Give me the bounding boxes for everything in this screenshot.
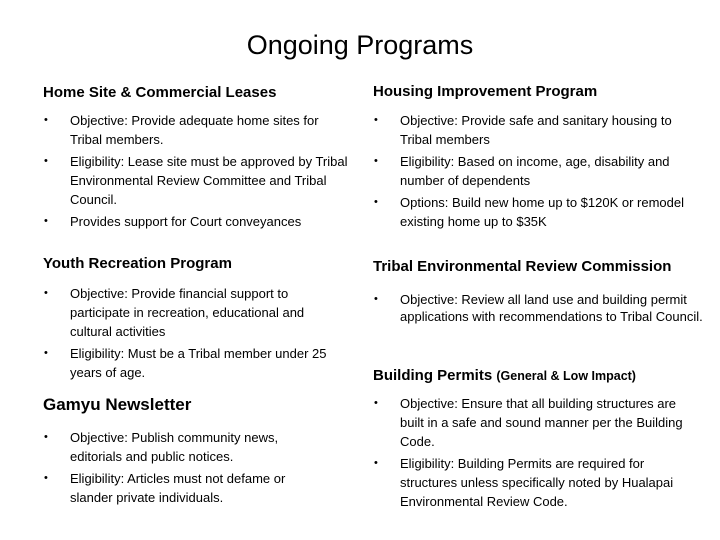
gamyu-objective: • Objective: Publish community news, editorials and public notices.: [43, 428, 328, 466]
youth-objective: • Objective: Provide financial support to participate in recreation, educational and cultural activities: [43, 284, 348, 341]
housing-eligibility: • Eligibility: Based on income, age, disability and number of dependents: [373, 152, 703, 190]
home-site-section: [43, 84, 348, 234]
youth-section: [43, 255, 348, 385]
permits-heading-sub: (General & Low Impact): [496, 369, 636, 383]
youth-heading: Youth Recreation Program: [43, 255, 232, 272]
home-site-heading: Home Site & Commercial Leases: [43, 84, 277, 101]
housing-list: [373, 111, 703, 231]
permits-heading: [373, 367, 703, 384]
permits-heading-main: Building Permits: [373, 367, 493, 384]
terc-heading: Tribal Environmental Review Commission: [373, 258, 672, 275]
permits-list: [373, 394, 703, 511]
home-site-objective: • Objective: Provide adequate home sites for Tribal members.: [43, 111, 348, 149]
page-title: Ongoing Programs: [246, 30, 474, 60]
terc-list: [373, 291, 703, 325]
permits-section: [373, 367, 703, 514]
terc-section: [373, 258, 703, 328]
youth-list: [43, 284, 348, 382]
permits-objective: • Objective: Ensure that all building structures are built in a safe and sound manner per the Building Code.: [373, 394, 703, 451]
terc-objective: • Objective: Review all land use and building permit applications with recommendations to Tribal Council.: [373, 291, 703, 325]
home-site-eligibility: • Eligibility: Lease site must be approved by Tribal Environmental Review Committee and Tribal Council.: [43, 152, 348, 209]
gamyu-eligibility: • Eligibility: Articles must not defame or slander private individuals.: [43, 469, 328, 507]
housing-section: [373, 83, 703, 234]
gamyu-section: [43, 395, 328, 510]
home-site-support: • Provides support for Court conveyances: [43, 212, 348, 231]
permits-eligibility: • Eligibility: Building Permits are required for structures unless specifically noted by Hualapai Environmental Review Code.: [373, 454, 703, 511]
youth-eligibility: • Eligibility: Must be a Tribal member under 25 years of age.: [43, 344, 348, 382]
housing-heading: Housing Improvement Program: [373, 83, 598, 100]
housing-options: • Options: Build new home up to $120K or remodel existing home up to $35K: [373, 193, 703, 231]
home-site-list: [43, 111, 348, 231]
gamyu-list: [43, 428, 328, 507]
gamyu-heading: Gamyu Newsletter: [43, 395, 192, 414]
housing-objective: • Objective: Provide safe and sanitary housing to Tribal members: [373, 111, 703, 149]
